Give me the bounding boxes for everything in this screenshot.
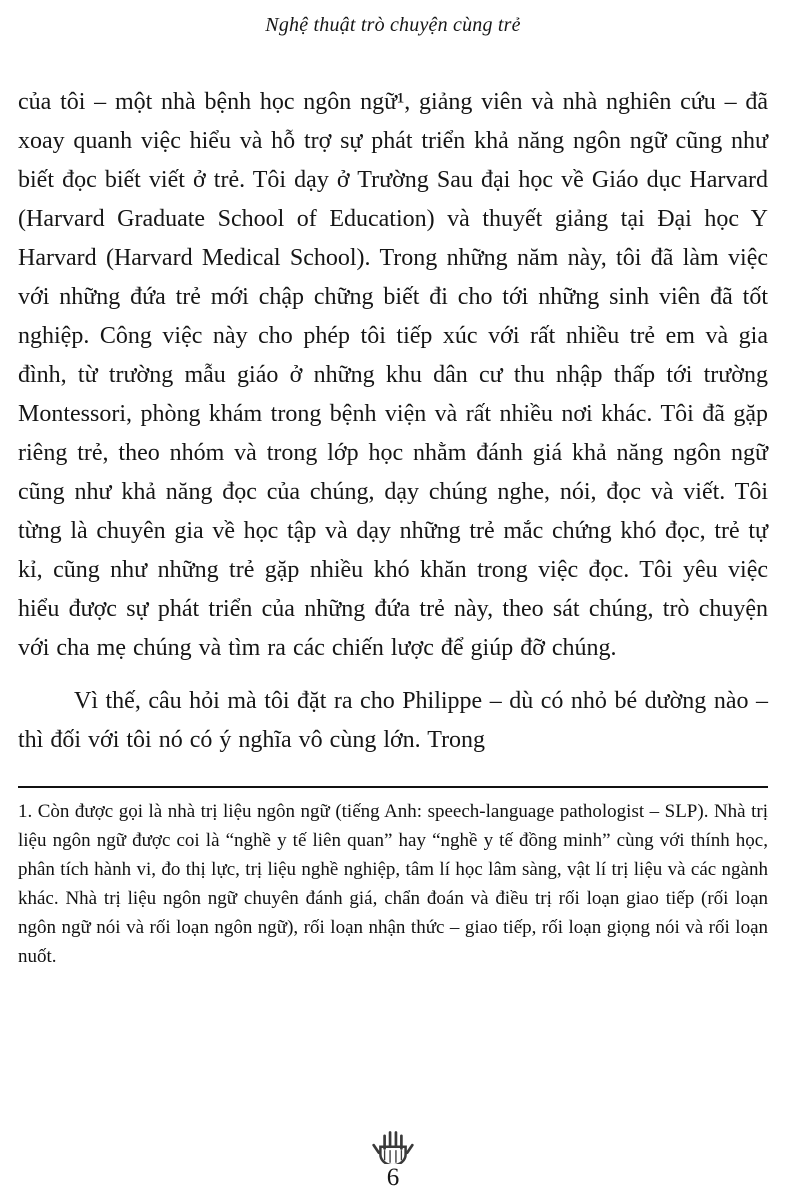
running-header: Nghệ thuật trò chuyện cùng trẻ xyxy=(265,14,521,36)
body-paragraph: của tôi – một nhà bệnh học ngôn ngữ¹, giảng viên và nhà nghiên cứu – đã xoay quanh việc hiểu và hỗ trợ sự phát triển khả năng ngôn ngữ cũng như biết đọc biết viết ở trẻ. Tôi dạy ở Trường Sau đại học về Giáo dục Harvard (Harvard Graduate School of Education) và thuyết giảng tại Đại học Y Harvard (Harvard Medical School). Trong những năm này, tôi đã làm việc với những đứa trẻ mới chập chững biết đi cho tới những sinh viên đã tốt nghiệp. Công việc này cho phép tôi tiếp xúc với rất nhiều trẻ em và gia đình, từ trường mẫu giáo ở những khu dân cư thu nhập thấp tới trường Montessori, phòng khám trong bệnh viện và rất nhiều nơi khác. Tôi đã gặp riêng trẻ, theo nhóm và trong lớp học nhằm đánh giá khả năng ngôn ngữ cũng như khả năng đọc của chúng, dạy chúng nghe, nói, đọc và viết. Tôi từng là chuyên gia về học tập và dạy những trẻ mắc chứng khó đọc, trẻ tự kỉ, cũng như những trẻ gặp nhiều khó khăn trong việc đọc. Tôi yêu việc hiểu được sự phát triển của những đứa trẻ này, theo sát chúng, trò chuyện với cha mẹ chúng và tìm ra các chiến lược để giúp đỡ chúng. xyxy=(18,89,768,661)
body-paragraph: Vì thế, câu hỏi mà tôi đặt ra cho Philippe – dù có nhỏ bé dường nào – thì đối với tôi nó có ý nghĩa vô cùng lớn. Trong xyxy=(18,688,768,753)
footnote-text: 1. Còn được gọi là nhà trị liệu ngôn ngữ (tiếng Anh: speech-language pathologist – SLP). Nhà trị liệu ngôn ngữ được coi là “nghề y tế liên quan” hay “nghề y tế đồng minh” cùng với thính học, phân tích hành vi, đo thị lực, trị liệu nghề nghiệp, tâm lí học lâm sàng, vật lí trị liệu và các ngành khác. Nhà trị liệu ngôn ngữ chuyên đánh giá, chẩn đoán và điều trị rối loạn giao tiếp (rối loạn ngôn ngữ nói và rối loạn ngôn ngữ), rối loạn nhận thức – giao tiếp, rối loạn giọng nói và rối loạn nuốt. xyxy=(18,801,768,967)
footnote-divider xyxy=(18,786,768,788)
body-text xyxy=(18,83,768,760)
page-number: 6 xyxy=(379,1164,408,1192)
page-footer xyxy=(0,1130,786,1192)
